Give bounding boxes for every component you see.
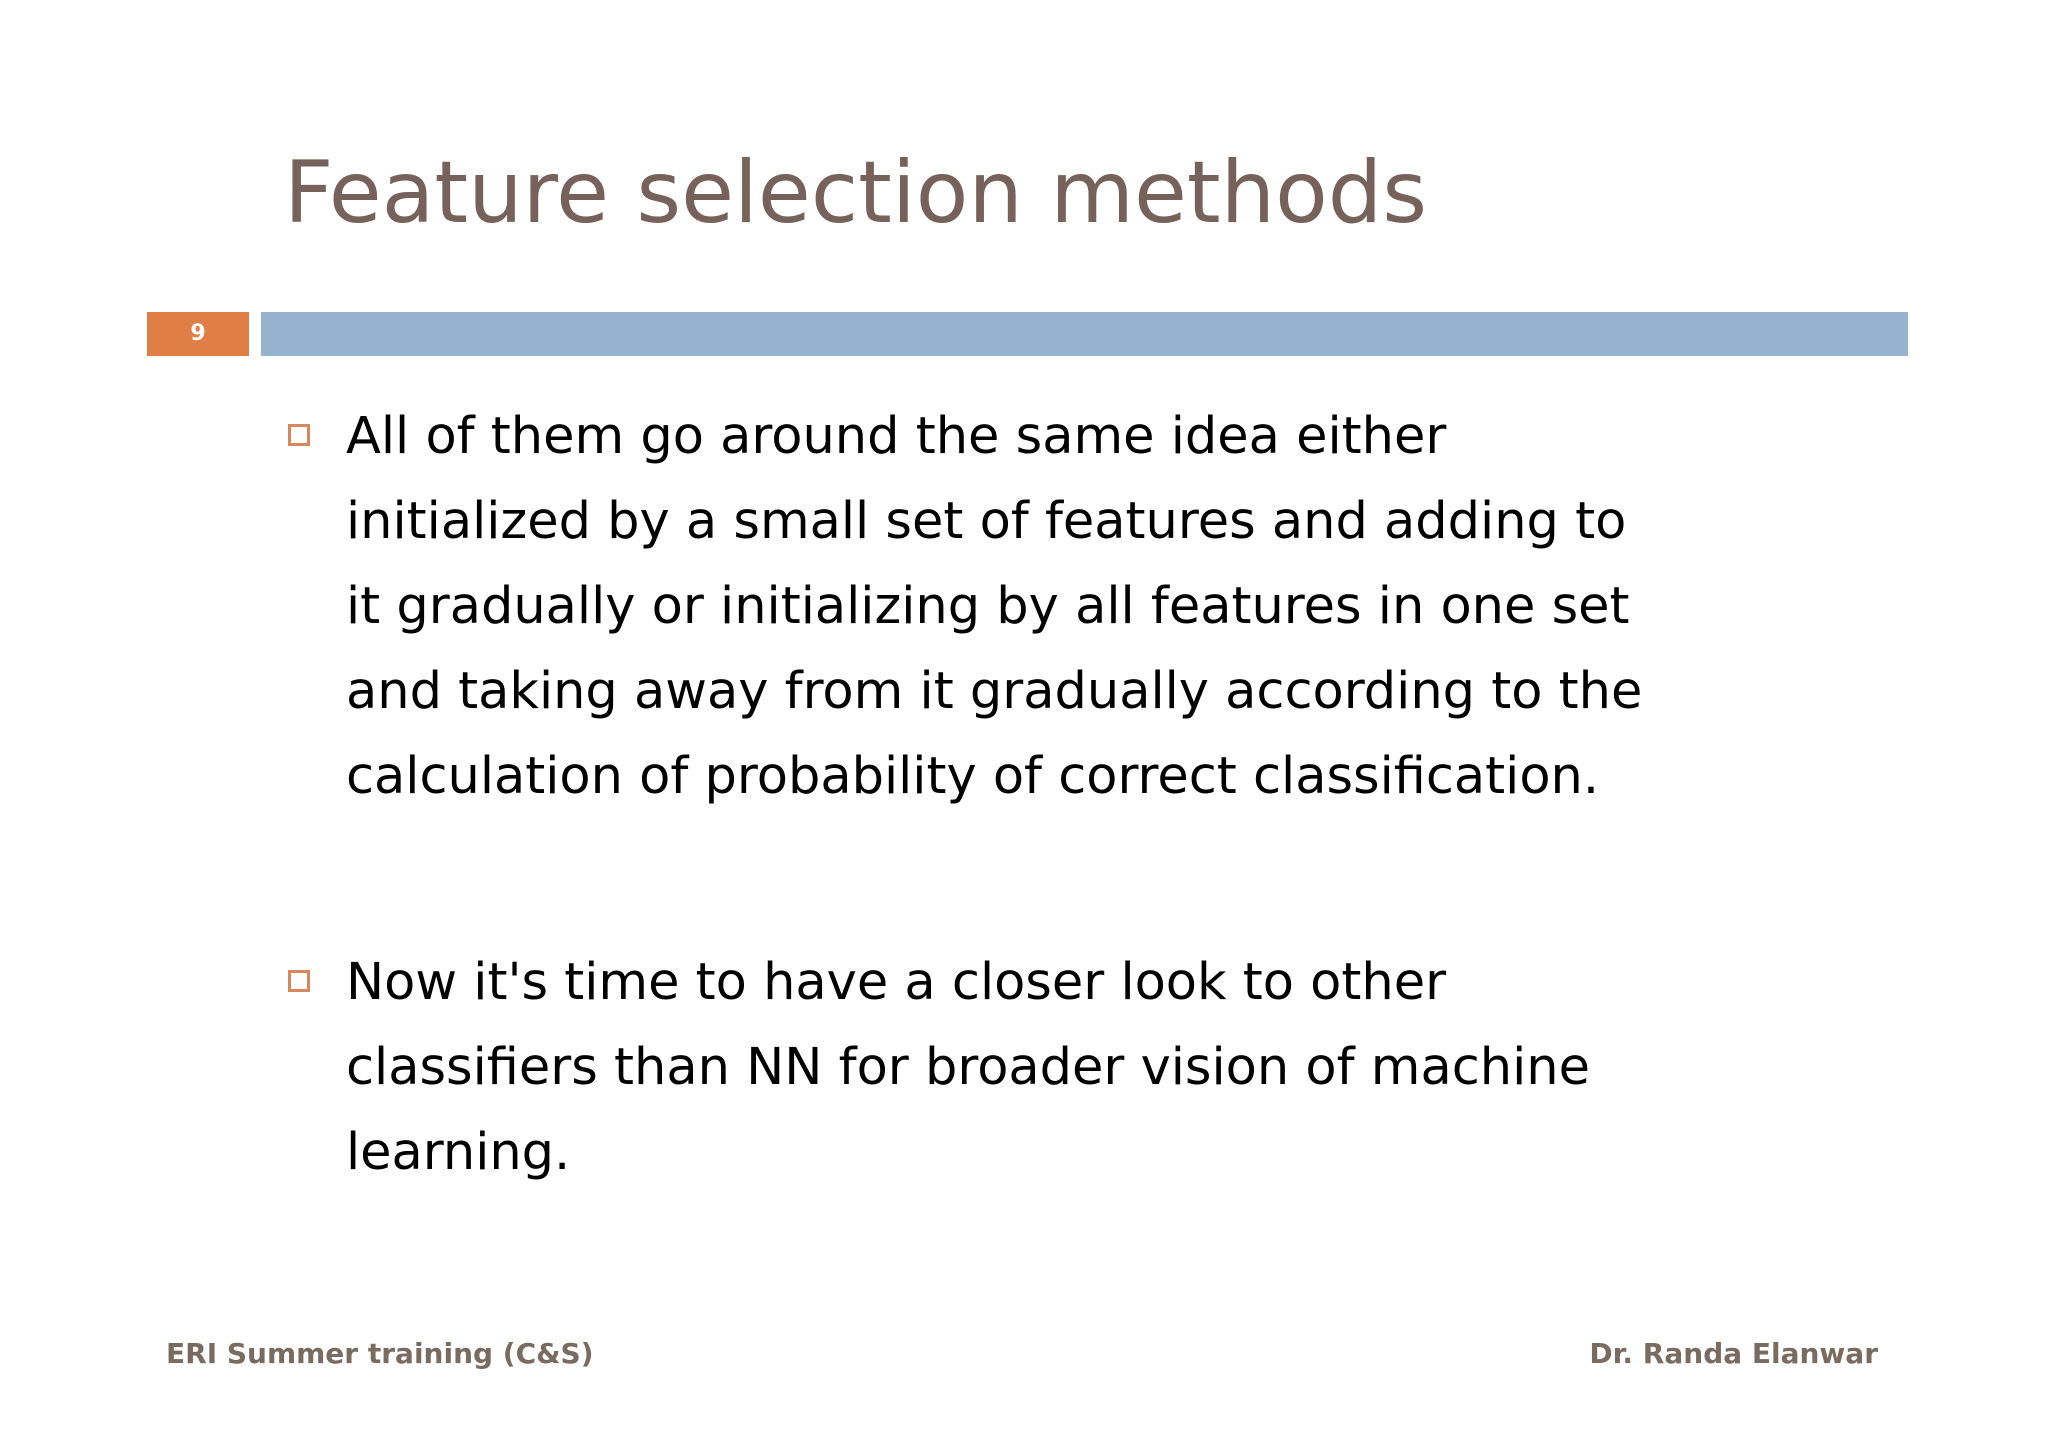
bullet-text — [346, 940, 1844, 1195]
bullet-line: learning. — [346, 1123, 571, 1182]
slide-number-badge: 9 — [147, 312, 249, 356]
bullet-line: and taking away from it gradually according to the — [346, 662, 1643, 721]
bullet-item — [284, 940, 1844, 1195]
bullet-line: it gradually or initializing by all features in one set — [346, 577, 1630, 636]
bullet-text — [346, 394, 1844, 819]
bullet-line: calculation of probability of correct classification. — [346, 747, 1600, 806]
bullet-line: initialized by a small set of features and adding to — [346, 492, 1627, 551]
bullet-line: Now it's time to have a closer look to other — [346, 953, 1447, 1012]
square-bullet-icon — [288, 970, 310, 992]
bullet-line: All of them go around the same idea either — [346, 407, 1447, 466]
footer-course: ERI Summer training (C&S) — [166, 1337, 594, 1370]
square-bullet-icon — [288, 424, 310, 446]
slide-title: Feature selection methods — [284, 143, 1428, 243]
bullet-line: classifiers than NN for broader vision of machine — [346, 1038, 1590, 1097]
title-divider-bar — [261, 312, 1908, 356]
footer-author: Dr. Randa Elanwar — [1589, 1337, 1878, 1370]
bullet-item — [284, 394, 1844, 819]
